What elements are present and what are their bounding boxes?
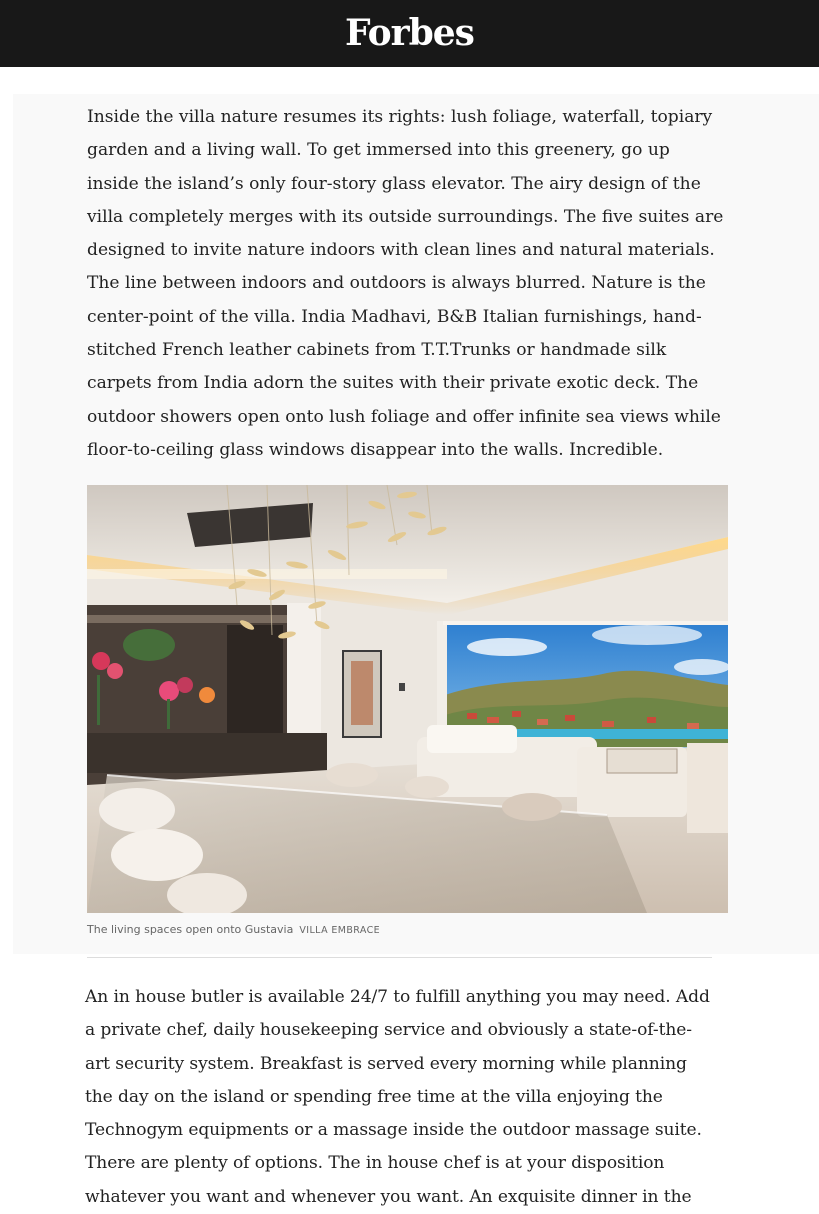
villa-living-room-photo [87, 485, 728, 913]
image-caption [87, 923, 380, 936]
article-paragraph: An in house butler is available 24/7 to fulfill anything you may need. Add a private chef, daily housekeeping service and obviously a state-of-the- art security system. Breakfast is served every morning while planning the day on the island or spending free time at the villa enjoying the Technogym equipments or a massage inside the outdoor massage suite. There are plenty of options. The in house chef is at your disposition whatever you want and whenever you want. An exquisite dinner in the [85, 987, 710, 1207]
site-header [0, 0, 819, 67]
photo-credit: VILLA EMBRACE [299, 925, 381, 936]
section-divider [87, 957, 712, 958]
article-paragraph: Inside the villa nature resumes its rights: lush foliage, waterfall, topiary garden and a living wall. To get immersed into this greenery, go up inside the island’s only four-story glass elevator. The airy design of the villa completely merges with its outside surroundings. The five suites are designed to invite nature indoors with clean lines and natural materials. The line between indoors and outdoors is always blurred. Nature is the center-point of the villa. India Madhavi, B&B Italian furnishings, hand- stitched French leather cabinets from T.T.Trunks or handmade silk carpets from India adorn the suites with their private exotic deck. The outdoor showers open onto lush foliage and offer infinite sea views while floor-to-ceiling glass windows disappear into the walls. Incredible. [87, 107, 724, 460]
caption-text: The living spaces open onto Gustavia [87, 923, 294, 936]
forbes-logo[interactable]: Forbes [345, 11, 474, 54]
